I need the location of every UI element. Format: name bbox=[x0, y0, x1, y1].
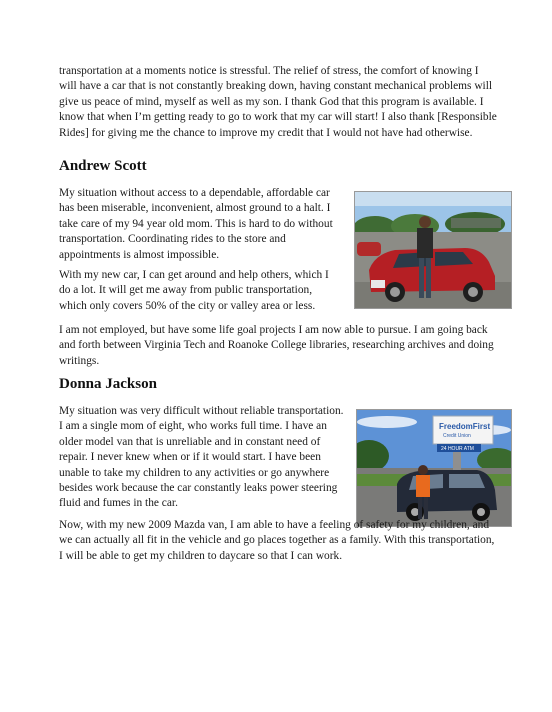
sign-atm-text: 24 HOUR ATM bbox=[441, 446, 474, 452]
sign-brand-text: FreedomFirst bbox=[439, 422, 491, 431]
sign-sub-text: Credit Union bbox=[443, 433, 471, 439]
donna-paragraph-1: My situation was very difficult without reliable transportation. I am a single mom of eight, who works full time. I have an older model van that is unreliable and in constant need of repair. I never knew when or if it would start. I have been unable to take my children to any activities or go anywhere besides work because the car constantly leaks power steering fluid and fumes in the car. bbox=[59, 405, 344, 510]
andrew-scott-photo bbox=[355, 192, 511, 308]
intro-paragraph: transportation at a moments notice is stressful. The relief of stress, the comfort of knowing I will have a car that is not constantly breaking down, having constant mechanical problems will give us peace of mind, myself as well as my son. I thank God that this program is available. I know that when I’m getting ready to go to work that my car will start! I also thank [Responsible Rides] for giving me the chance to improve my credit that I would not have had otherwise. bbox=[59, 65, 497, 139]
andrew-paragraph-1: My situation without access to a dependable, affordable car has been miserable, inconvenient, almost ground to a halt. I take care of my 94 year old mom. This is hard to do without transportation. Coordinating rides to the store and appointments is almost impossible. bbox=[59, 187, 333, 261]
donna-paragraph-2: Now, with my new 2009 Mazda van, I am able to have a feeling of safety for my children, and we can actually all fit in the vehicle and go places together as a family. With this transportation, I will be able to get my children to daycare so that I can work. bbox=[59, 519, 495, 562]
donna-jackson-photo bbox=[357, 410, 511, 526]
andrew-paragraph-3: I am not employed, but have some life goal projects I am now able to pursue. I am going back and forth between Virginia Tech and Roanoke College libraries, researching archives and doing writings. bbox=[59, 324, 494, 367]
andrew-scott-heading: Andrew Scott bbox=[59, 158, 147, 174]
andrew-paragraph-2: With my new car, I can get around and help others, which I do a lot. It will get me away from public transportation, which only covers 50% of the city or valley area or less. bbox=[59, 269, 329, 312]
donna-jackson-heading: Donna Jackson bbox=[59, 376, 157, 392]
